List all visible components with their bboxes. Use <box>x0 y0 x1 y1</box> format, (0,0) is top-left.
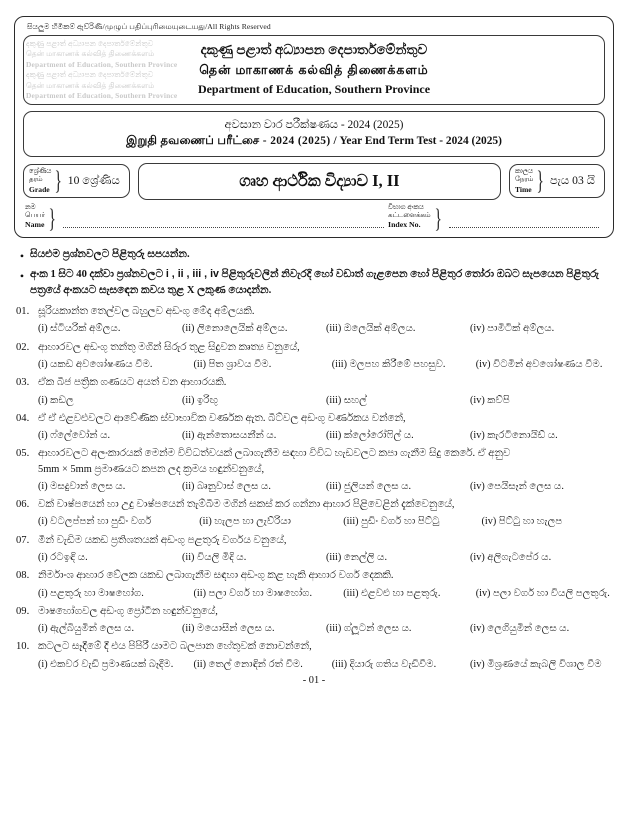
option-text: ඇල්බියුමින් ලෙස ය. <box>50 623 134 635</box>
question-07 <box>14 533 614 566</box>
option-text: රටඉඳි ය. <box>50 551 88 563</box>
index-field-labels <box>388 204 430 230</box>
question-10 <box>14 639 614 672</box>
question-04-stem <box>14 411 614 426</box>
question-06 <box>14 497 614 530</box>
question-10-text: කටලට සෑදීමේ දී එය පිපිරී යාමට බලපාන හේතුවක් නොවන්නේ, <box>38 641 312 653</box>
question-01-options <box>38 322 614 336</box>
question-03-number: 03. <box>16 377 30 389</box>
option-label: (ii) <box>182 430 195 442</box>
option-label: (iii) <box>326 394 342 406</box>
option-text: පිට්ටු හා හැලප <box>498 516 563 528</box>
question-04-text: ඒ ඒ එළවළුවලට ආවේණික ස්වාභාවික වර්ණක ඇත. බීට්වල අඩංගු වර්ණකය වන්නේ, <box>38 412 406 424</box>
instructions-list <box>14 247 614 299</box>
option-label: (ii) <box>193 658 206 670</box>
question-09-stem <box>14 604 614 619</box>
question-08-option-iii[interactable] <box>343 587 475 601</box>
grade-value: 10 ශ්‍රේණිය <box>67 174 120 188</box>
question-05-dimension: 5mm × 5mm <box>38 463 92 475</box>
option-label: (i) <box>38 430 48 442</box>
question-05-option-iv[interactable] <box>470 480 614 494</box>
bullet-icon: • <box>19 248 25 263</box>
question-04 <box>14 411 614 444</box>
name-field-labels <box>25 204 45 230</box>
exam-title-separator: / <box>330 135 340 148</box>
option-text: පළතුරු හා මාෂහෝග. <box>50 587 144 599</box>
question-01-option-iv[interactable] <box>470 322 614 336</box>
time-brace-icon: } <box>536 165 545 195</box>
index-label-tamil: கட்டளைக்கம் <box>388 212 431 220</box>
question-07-option-iv[interactable] <box>470 551 614 565</box>
option-label: (iv) <box>470 480 485 492</box>
question-05-text <box>38 446 614 476</box>
watermark-row-tamil-1: தென் மாகாணக் கல்வித் திணைக்களம் <box>26 49 155 59</box>
question-07-option-iii[interactable] <box>326 551 470 565</box>
watermark-row-english-1: Department of Education, Southern Province <box>26 59 178 69</box>
option-label: (iv) <box>470 323 485 335</box>
option-text: විටමින් අවශෝෂණය වීම. <box>493 358 603 370</box>
bullet-icon: • <box>19 269 25 284</box>
question-02-options <box>38 358 614 372</box>
option-text: කව්පි <box>487 394 510 406</box>
option-label: (ii) <box>182 323 195 335</box>
time-box <box>509 164 605 199</box>
exam-title-sinhala: අවසාන වාර පරීක්ෂණය - 2024 (2025) <box>224 118 404 131</box>
option-label: (i) <box>38 623 48 635</box>
question-05-option-iii[interactable] <box>326 480 470 494</box>
question-04-option-iii[interactable] <box>326 429 470 443</box>
option-text: යකඩ අවශෝෂණය වීම. <box>50 358 153 370</box>
question-01-text: සූරියකාන්ත තෙල්වල බහුලව අඩංගු මේද අම්ලයකි. <box>38 305 255 317</box>
option-text: බෘනුවාස් ලෙස ය. <box>197 480 271 492</box>
option-label: (ii) <box>182 394 195 406</box>
grade-box <box>23 164 130 199</box>
option-label: (iv) <box>470 551 485 563</box>
grade-label-tamil: தரம் <box>29 176 43 184</box>
question-10-number: 10. <box>16 641 30 653</box>
name-label-english: Name <box>25 220 45 230</box>
option-label: (iii) <box>326 430 342 442</box>
index-label-english: Index No. <box>388 220 421 230</box>
exam-title-tamil-english <box>24 133 604 150</box>
option-text: ඉරිඟු <box>197 394 219 406</box>
question-09-option-ii[interactable] <box>182 622 326 636</box>
option-label: (ii) <box>182 623 195 635</box>
option-text: වටලප්පන් හා පුඩිං වර්ග <box>50 516 152 528</box>
department-name-english: Department of Education, Southern Province <box>194 82 434 97</box>
time-value: පැය 03 යි <box>549 174 595 188</box>
question-05-text-line1: ආහාරවලට අලංකාරයක් මෙන්ම විවිධත්වයක් ලබාගැනීම සඳහා විවිධ හැඩවලට කපා ගැනීම සිදු කෙරේ. ඒ අනුව <box>38 448 511 460</box>
paper-header <box>14 16 614 238</box>
question-06-option-i[interactable] <box>38 515 199 529</box>
option-label: (i) <box>38 658 48 670</box>
question-07-option-ii[interactable] <box>182 551 326 565</box>
question-08-text: නිර්මාංශ ආහාර වේලක යකඩ ලබාගැනීම සඳහා අඩංගු කළ හැකි ආහාර වර්ග දෙකකි. <box>38 570 394 582</box>
question-09-option-i[interactable] <box>38 622 182 636</box>
question-02-text: ආහාරවල අඩංගු තන්තු මගින් සිරුර තුළ සිදුවන කෘත්‍ය වනුයේ, <box>38 341 300 353</box>
department-box <box>23 35 605 105</box>
question-07-options <box>38 551 614 565</box>
question-08-option-ii[interactable] <box>194 587 344 601</box>
option-text: පෙයිසෑන් ලෙස ය. <box>487 480 564 492</box>
option-text: තෙල් නොඳින් රත් වීම. <box>208 658 303 670</box>
option-text: පලා වර්ග හා මාෂහෝග. <box>208 587 313 599</box>
option-label: (i) <box>38 480 48 492</box>
question-01-number: 01. <box>16 305 30 317</box>
option-text: පුඩිං වර්ග හා පිට්ටු <box>361 516 440 528</box>
option-text: කඩල <box>50 394 74 406</box>
option-label: (iv) <box>470 623 485 635</box>
department-name-tamil: தென் மாகாணக் கல்வித் திணைக்களம் <box>195 63 432 78</box>
option-text: මයොසීන් ලෙස ය. <box>197 623 275 635</box>
option-text: හැලප හා ලැව්රියා <box>214 516 292 528</box>
question-05 <box>14 446 614 493</box>
question-06-option-iv[interactable] <box>482 515 614 529</box>
option-label: (iii) <box>326 551 342 563</box>
question-03-option-iv[interactable] <box>470 394 614 408</box>
index-brace-icon: } <box>434 204 442 234</box>
option-label: (ii) <box>182 480 195 492</box>
name-label-tamil: பெயர் <box>25 212 45 220</box>
option-label: (i) <box>38 551 48 563</box>
question-10-option-i[interactable] <box>38 658 194 672</box>
watermark-row-tamil-2: தென் மாகாணக் கல்வித் திணைக்களம் <box>26 80 155 90</box>
option-label: (iv) <box>475 358 491 370</box>
option-text: ඔලෙයික් අම්ලය. <box>343 323 416 335</box>
option-text: පාමිටික් අම්ලය. <box>487 323 555 335</box>
grade-label-english: Grade <box>29 184 50 194</box>
watermark-row-sinhala-1: දකුණු පළාත් අධ්‍යාපන දෙපාර්තමේන්තුව <box>26 39 154 48</box>
option-text: ක්ලෝරෝෆිල් ය. <box>343 430 414 442</box>
instruction-text-1: සියළුම ප්‍රශ්නවලට පිළිතුරු සපයන්න. <box>30 248 190 260</box>
question-10-option-ii[interactable] <box>194 658 332 672</box>
name-brace-icon: } <box>48 204 56 234</box>
question-02-option-iii[interactable] <box>332 358 476 372</box>
option-text: වියලි මිදි ය. <box>197 551 247 563</box>
question-08-number: 08. <box>16 570 30 582</box>
question-06-option-ii[interactable] <box>199 515 343 529</box>
option-label: (iii) <box>343 516 359 528</box>
option-text: මිශ්‍රණයේ කැබලි විශාල වීම <box>487 658 602 670</box>
question-09-options <box>38 622 614 636</box>
question-02-option-i[interactable] <box>38 358 194 372</box>
question-03-option-ii[interactable] <box>182 394 326 408</box>
question-06-text: වක් වාෂ්පයෙන් හා උදු වාෂ්පයෙන් තැම්බීම මගින් සකස් කර ගන්නා ආහාර පිළිවෙළින් දැක්වෙනුයේ, <box>38 498 455 510</box>
question-09-option-iii[interactable] <box>326 622 470 636</box>
question-08-options <box>38 587 614 601</box>
option-label: (iii) <box>326 323 342 335</box>
question-07-stem <box>14 533 614 548</box>
exam-title-box <box>23 111 605 157</box>
watermark-row-sinhala-2: දකුණු පළාත් අධ්‍යාපන දෙපාර්තමේන්තුව <box>26 70 154 80</box>
question-10-options <box>38 658 614 672</box>
option-label: (i) <box>38 323 48 335</box>
option-label: (iv) <box>470 430 485 442</box>
subject-name: ගෘහ ආර්ථික විද්‍යාව <box>239 172 369 190</box>
question-06-options <box>38 515 614 529</box>
instruction-item-2 <box>14 267 614 299</box>
time-labels <box>515 168 533 195</box>
question-07-option-i[interactable] <box>38 551 182 565</box>
question-04-options <box>38 429 614 443</box>
questions-list <box>14 304 614 672</box>
option-text: මලපහ කිරීමේ පහසුව. <box>349 358 446 370</box>
question-06-stem <box>14 497 614 512</box>
time-label-tamil: நேரம் <box>514 176 534 184</box>
grade-label-sinhala: ශ්‍රේණිය <box>29 167 52 175</box>
question-02-number: 02. <box>16 341 30 353</box>
question-07-number: 07. <box>16 534 30 546</box>
question-01-option-i[interactable] <box>38 322 182 336</box>
question-01-option-iii[interactable] <box>326 322 470 336</box>
option-text: පිත ශ්‍රාවය වීම. <box>208 358 272 370</box>
page-number: - 01 - <box>302 675 326 687</box>
question-01-stem <box>14 304 614 319</box>
option-label: (i) <box>38 587 48 599</box>
question-03-options <box>38 394 614 408</box>
grade-subject-time-row <box>23 163 605 200</box>
subject-title <box>143 171 496 191</box>
question-03-stem <box>14 375 614 390</box>
question-06-option-iii[interactable] <box>343 515 481 529</box>
question-04-option-i[interactable] <box>38 429 182 443</box>
time-label-english: Time <box>514 184 532 194</box>
question-10-stem <box>14 639 614 654</box>
option-text: මසදුවාන් ලෙස ය. <box>50 480 126 492</box>
question-06-number: 06. <box>16 498 30 510</box>
question-03-option-iii[interactable] <box>326 394 470 408</box>
option-text: නෙල්ලි ය. <box>343 551 388 563</box>
question-08-option-i[interactable] <box>38 587 194 601</box>
option-label: (iii) <box>331 658 348 670</box>
question-01 <box>14 304 614 337</box>
option-label: (i) <box>38 516 48 528</box>
option-text: එකවර වැඩි ප්‍රමාණයක් බෑදීම. <box>50 658 174 670</box>
all-rights-reserved-line: සියලුම හිමිකම් ඇව්රිණි/முழுப் பதிப்புரிமையுடையது/All Rights Reserved <box>27 22 271 31</box>
grade-brace-icon: } <box>54 165 63 195</box>
instruction-item-1 <box>14 247 614 264</box>
question-09 <box>14 604 614 637</box>
name-label-sinhala: නම <box>25 203 36 211</box>
index-label-sinhala: විභාග අංකය <box>388 203 424 211</box>
option-label: (iv) <box>475 587 491 599</box>
option-label: (iii) <box>331 358 348 370</box>
question-05-option-ii[interactable] <box>182 480 326 494</box>
option-label: (i) <box>38 358 48 370</box>
question-08-stem <box>14 568 614 583</box>
question-05-stem <box>14 446 614 476</box>
option-label: (ii) <box>182 551 195 563</box>
question-09-option-iv[interactable] <box>470 622 614 636</box>
question-02-option-ii[interactable] <box>194 358 332 372</box>
candidate-fields-row <box>23 203 605 234</box>
option-text: ග්ලූටන් ලෙස ය. <box>343 623 412 635</box>
department-titles <box>24 40 604 99</box>
option-label: (ii) <box>199 516 212 528</box>
subject-box <box>138 163 501 200</box>
question-02 <box>14 340 614 373</box>
question-04-number: 04. <box>16 412 30 424</box>
option-label: (iv) <box>470 394 485 406</box>
instruction-text-2-part1: අංක 1 සිට 40 දක්වා ප්‍රශ්නවලට <box>30 269 166 281</box>
question-03-text: ඒක බීජ පත්‍රික ගණයට අයත් වන ආහාරයකි. <box>38 377 227 389</box>
watermark-row-english-2: Department of Education, Southern Province <box>26 91 178 101</box>
option-text: පලා වර්ග හා වියලි පලතුරු. <box>493 587 610 599</box>
question-03 <box>14 375 614 408</box>
question-07-text: මීන් වැඩිම යකඩ ප්‍රතිශතයක් අඩංගු පළතුරු වර්ගය වනුයේ, <box>38 534 287 546</box>
option-label: (iii) <box>326 480 342 492</box>
question-05-text-line2: ප්‍රමාණයට කපන ලද ක්‍රමය හඳුන්වනුයේ, <box>91 463 265 475</box>
option-text: ලිනොලෙයික් අම්ලය. <box>197 323 288 335</box>
subject-papers: I, II <box>372 170 400 190</box>
exam-title-english: Year End Term Test - 2024 (2025) <box>339 135 502 148</box>
question-04-option-ii[interactable] <box>182 429 326 443</box>
option-label: (iii) <box>326 623 342 635</box>
question-01-option-ii[interactable] <box>182 322 326 336</box>
option-text: එළවළු හා පළතුරු. <box>361 587 441 599</box>
option-text: ලෙගියුමින් ලෙස ය. <box>487 623 570 635</box>
time-label-sinhala: කාලය <box>514 167 534 175</box>
option-label: (iv) <box>469 658 485 670</box>
question-09-number: 09. <box>16 605 30 617</box>
question-05-option-i[interactable] <box>38 480 182 494</box>
exam-title-tamil: இறுதி தவணைப் பரீட்சை - 2024 (2025) <box>126 135 331 148</box>
option-label: (ii) <box>193 358 206 370</box>
option-label: (iii) <box>343 587 359 599</box>
question-05-number: 05. <box>16 448 30 460</box>
option-text: ජුලියන් ලෙස ය. <box>343 480 412 492</box>
grade-labels <box>29 168 51 195</box>
question-08-option-iv[interactable] <box>476 587 616 601</box>
question-03-option-i[interactable] <box>38 394 182 408</box>
instruction-option-romans: i , ii , iii , iv <box>165 268 219 281</box>
question-10-option-iii[interactable] <box>332 658 470 672</box>
question-05-options <box>38 480 614 494</box>
option-label: (i) <box>38 394 48 406</box>
question-02-option-iv[interactable] <box>476 358 614 372</box>
option-text: දියාරු ගතිය වැඩිවීම. <box>349 658 437 670</box>
option-text: කැරටිනොයිඩ් ය. <box>487 430 558 442</box>
question-02-stem <box>14 340 614 355</box>
option-label: (ii) <box>193 587 206 599</box>
question-10-option-iv[interactable] <box>470 658 614 672</box>
name-input-line[interactable] <box>63 226 384 228</box>
option-label: (iv) <box>481 516 497 528</box>
option-text: ඇන්තොසයනීන් ය. <box>197 430 277 442</box>
option-text: ස්ටියරික් අම්ලය. <box>50 323 121 335</box>
question-04-option-iv[interactable] <box>470 429 614 443</box>
option-text: අලිගැටපේර ය. <box>487 551 552 563</box>
question-09-text: මාෂහෝගවල අඩංගු ප්‍රෝටීන හඳුන්වනුයේ, <box>38 605 218 617</box>
department-name-sinhala: දකුණු පළාත් අධ්‍යාපන දෙපාර්තමේන්තුව <box>197 42 432 59</box>
option-text: ෆ්ලේවෝන් ය. <box>50 430 111 442</box>
instruction-text-2 <box>30 267 614 299</box>
option-text: සහල් <box>343 394 367 406</box>
question-08 <box>14 568 614 601</box>
instruction-text-2-part2: පිළිතුරුවලින් නිවැරදි හෝ වඩාත් ගැළපෙන හෝ පිළිතුර තෝරා ඔබට සැපයෙන පිළිතුරු පත්‍රයේ අංකයට සැසඳෙන කවය තුළ X ලකුණ යොදන්න. <box>30 269 599 297</box>
index-input-line[interactable] <box>449 226 599 228</box>
